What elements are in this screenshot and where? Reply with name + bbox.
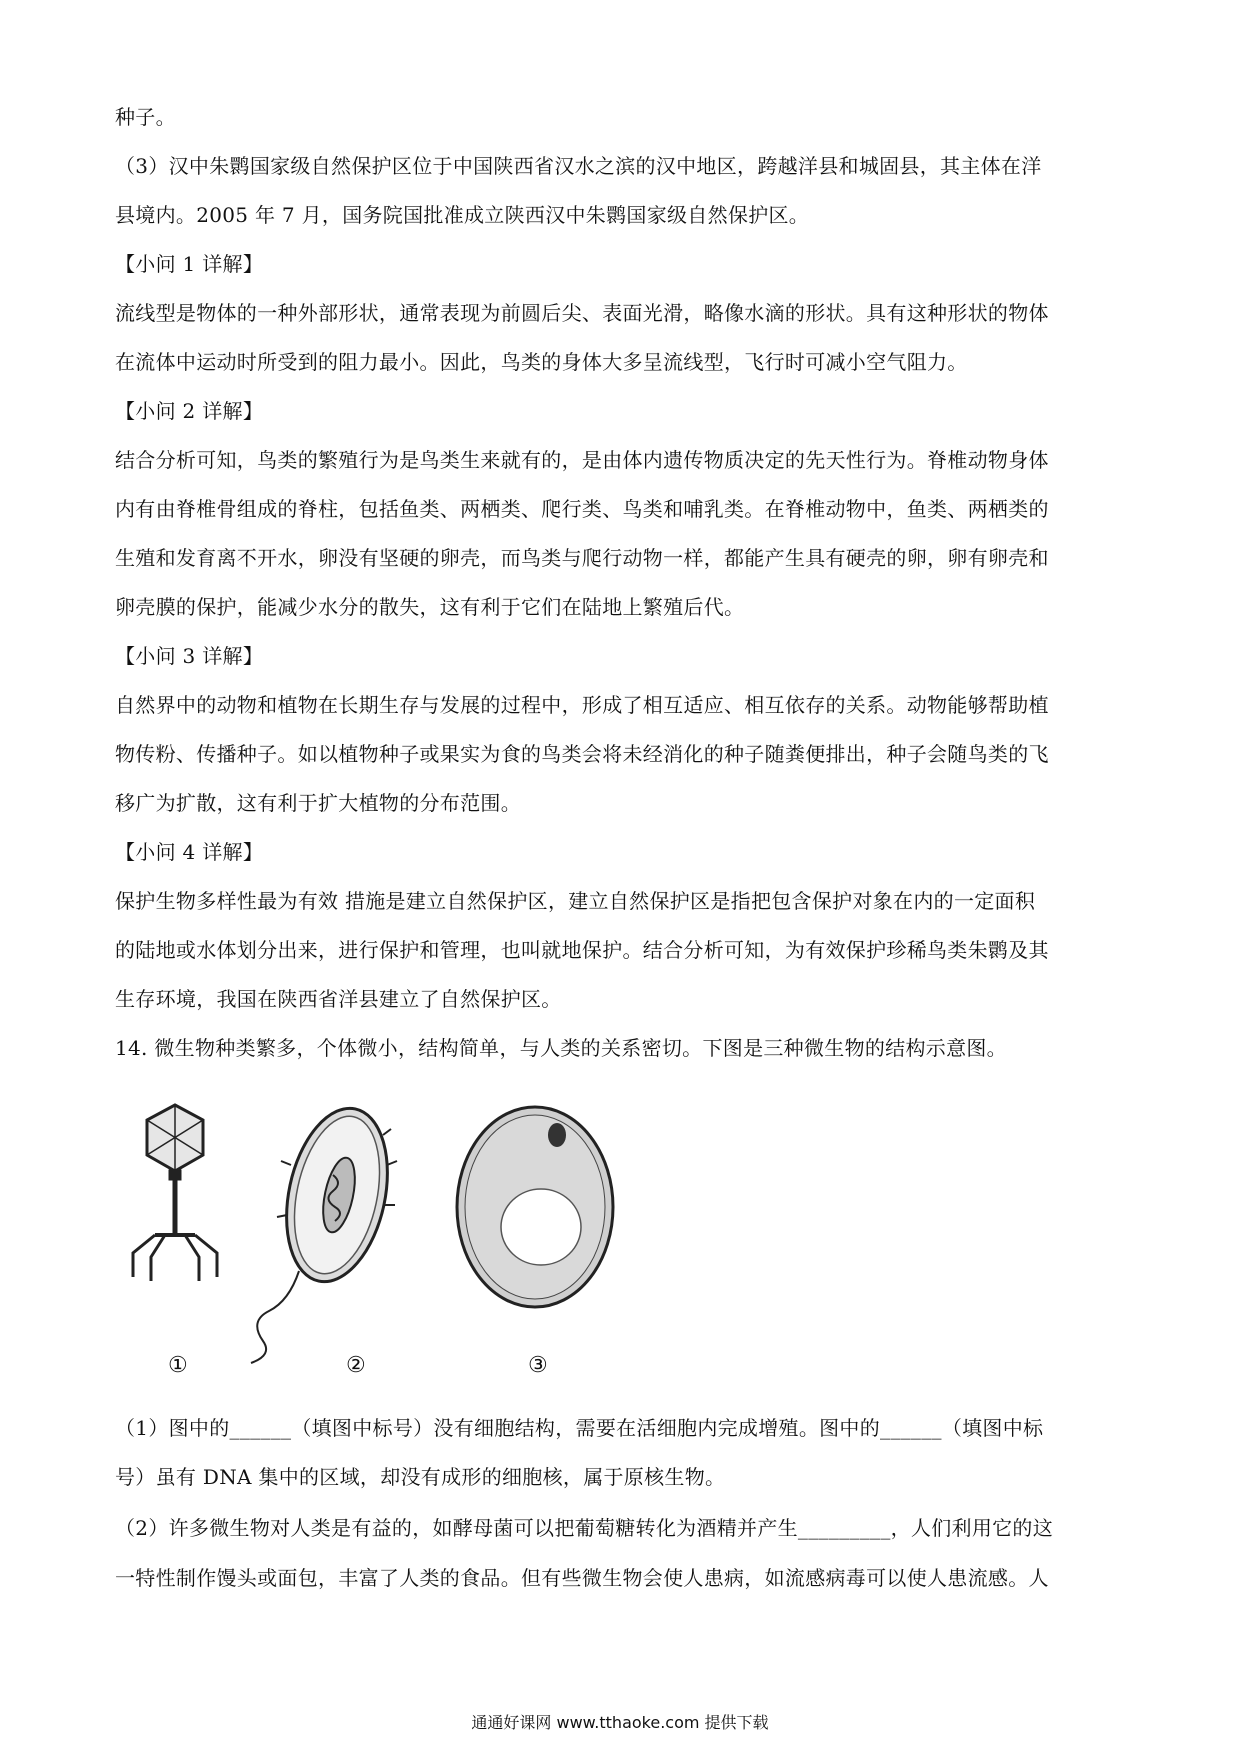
page-footer: 通通好课网 www.tthaoke.com 提供下载 [471,1713,769,1732]
section-heading: 【小问 4 详解】 [115,840,264,864]
sub-question-2: （2）许多微生物对人类是有益的，如酵母菌可以把葡萄糖转化为酒精并产生_________，人们利用它的这 [115,1516,1054,1540]
text-line: 在流体中运动时所受到的阻力最小。因此，鸟类的身体大多呈流线型，飞行时可减小空气阻力。 [115,350,968,374]
text-line: 生殖和发育离不开水，卵没有坚硬的卵壳，而鸟类与爬行动物一样，都能产生具有硬壳的卵，卵有卵壳和 [115,546,1049,570]
bacteriophage-illustration [133,1105,217,1281]
text-line: 流线型是物体的一种外部形状，通常表现为前圆后尖、表面光滑，略像水滴的形状。具有这种形状的物体 [115,301,1049,325]
text-line: 内有由脊椎骨组成的脊柱，包括鱼类、两栖类、爬行类、鸟类和哺乳类。在脊椎动物中，鱼类、两栖类的 [115,497,1049,521]
section-heading: 【小问 3 详解】 [115,644,264,668]
yeast-cell-illustration [457,1107,613,1307]
text-line: 自然界中的动物和植物在长期生存与发展的过程中，形成了相互适应、相互依存的关系。动物能够帮助植 [115,693,1049,717]
question-stem: 14. 微生物种类繁多，个体微小，结构简单，与人类的关系密切。下图是三种微生物的结构示意图。 [115,1036,1007,1060]
sub-question-1: （1）图中的______（填图中标号）没有细胞结构，需要在活细胞内完成增殖。图中的______（填图中标 [115,1416,1044,1440]
section-heading: 【小问 1 详解】 [115,252,264,276]
text-line: 生存环境，我国在陕西省洋县建立了自然保护区。 [115,987,562,1011]
text-line: 种子。 [115,105,176,129]
text-line: 县境内。2005 年 7 月，国务院国批准成立陕西汉中朱鹮国家级自然保护区。 [115,203,810,227]
text-line: 的陆地或水体划分出来，进行保护和管理，也叫就地保护。结合分析可知，为有效保护珍稀鸟类朱鹮及其 [115,938,1049,962]
text-line: 结合分析可知，鸟类的繁殖行为是鸟类生来就有的，是由体内遗传物质决定的先天性行为。脊椎动物身体 [115,448,1049,472]
figure-label-1: ① [168,1353,188,1378]
figure-label-3: ③ [528,1353,548,1378]
text-line: 一特性制作馒头或面包，丰富了人类的食品。但有些微生物会使人患病，如流感病毒可以使人患流感。人 [115,1566,1049,1590]
microorganism-figure [115,1095,635,1395]
text-line: 物传粉、传播种子。如以植物种子或果实为食的鸟类会将未经消化的种子随粪便排出，种子会随鸟类的飞 [115,742,1049,766]
text-line: （3）汉中朱鹮国家级自然保护区位于中国陕西省汉水之滨的汉中地区，跨越洋县和城固县，其主体在洋 [115,154,1042,178]
section-heading: 【小问 2 详解】 [115,399,264,423]
text-line: 卵壳膜的保护，能减少水分的散失，这有利于它们在陆地上繁殖后代。 [115,595,745,619]
text-line: 移广为扩散，这有利于扩大植物的分布范围。 [115,791,521,815]
figure-label-2: ② [346,1353,366,1378]
text-line: 号）虽有 DNA 集中的区域，却没有成形的细胞核，属于原核生物。 [115,1465,726,1489]
text-line: 保护生物多样性最为有效 措施是建立自然保护区，建立自然保护区是指把包含保护对象在内的一定面积 [115,889,1036,913]
bacterium-illustration [251,1099,402,1363]
